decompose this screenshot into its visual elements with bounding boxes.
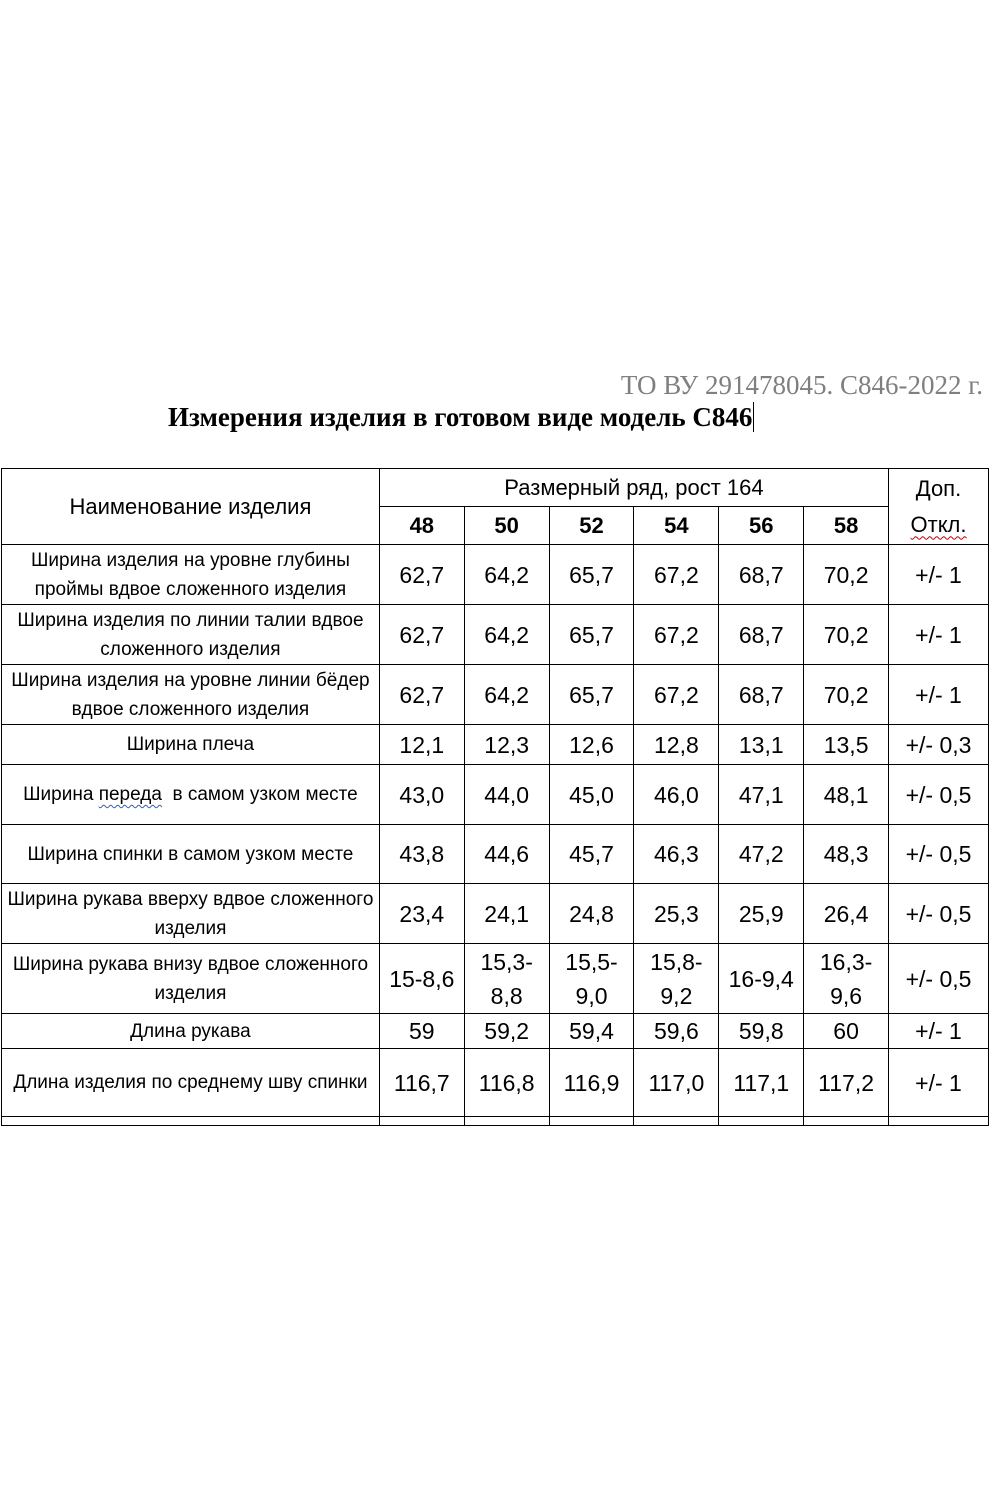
measurement-value: 64,2 [464, 605, 549, 665]
measurement-value: 64,2 [464, 545, 549, 605]
table-row [2, 825, 989, 884]
table-row [2, 665, 989, 725]
measurement-value: 15,3-8,8 [464, 944, 549, 1014]
measurement-name-part: переда [98, 784, 162, 805]
empty-cell [379, 1117, 464, 1126]
measurement-value: 68,7 [719, 605, 804, 665]
measurement-value: 116,7 [379, 1049, 464, 1117]
empty-cell [634, 1117, 719, 1126]
measurement-name-part: Ширина [23, 784, 99, 805]
tolerance-value: +/- 1 [889, 1014, 989, 1049]
document-title [168, 402, 754, 433]
tolerance-header-line2: Откл. [910, 511, 967, 537]
measurement-value: 15,8-9,2 [634, 944, 719, 1014]
measurement-value: 46,3 [634, 825, 719, 884]
document-title-text: Измерения изделия в готовом виде модель С846 [168, 402, 753, 432]
measurement-value: 43,8 [379, 825, 464, 884]
measurement-value: 16,3-9,6 [804, 944, 889, 1014]
table-row [2, 944, 989, 1014]
measurement-name [2, 765, 380, 825]
measurement-value: 70,2 [804, 665, 889, 725]
document-reference: ТО ВУ 291478045. С846-2022 г. [620, 370, 983, 400]
product-name-header: Наименование изделия [2, 469, 380, 545]
tolerance-value: +/- 0,5 [889, 825, 989, 884]
measurement-value: 16-9,4 [719, 944, 804, 1014]
measurement-name: Ширина рукава внизу вдвое сложенного изделия [2, 944, 380, 1014]
measurement-value: 47,2 [719, 825, 804, 884]
measurement-value: 26,4 [804, 884, 889, 944]
measurement-value: 13,5 [804, 725, 889, 765]
measurement-value: 48,1 [804, 765, 889, 825]
measurement-value: 44,6 [464, 825, 549, 884]
measurement-name: Длина рукава [2, 1014, 380, 1049]
measurement-value: 23,4 [379, 884, 464, 944]
empty-cell [549, 1117, 634, 1126]
table-row [2, 1049, 989, 1117]
measurement-name: Ширина изделия по линии талии вдвое сложенного изделия [2, 605, 380, 665]
measurement-value: 59,4 [549, 1014, 634, 1049]
tolerance-value: +/- 1 [889, 1049, 989, 1117]
empty-cell [804, 1117, 889, 1126]
measurement-value: 117,1 [719, 1049, 804, 1117]
measurement-value: 12,3 [464, 725, 549, 765]
measurement-value: 59,8 [719, 1014, 804, 1049]
table-row [2, 1014, 989, 1049]
table-row [2, 545, 989, 605]
measurement-value: 68,7 [719, 665, 804, 725]
measurement-value: 15-8,6 [379, 944, 464, 1014]
size-header: 58 [804, 507, 889, 545]
measurement-value: 12,8 [634, 725, 719, 765]
measurement-value: 68,7 [719, 545, 804, 605]
tolerance-value: +/- 0,3 [889, 725, 989, 765]
measurement-value: 65,7 [549, 665, 634, 725]
measurement-value: 25,9 [719, 884, 804, 944]
size-header: 52 [549, 507, 634, 545]
empty-cell [889, 1117, 989, 1126]
measurement-name-part: в самом узком месте [161, 784, 358, 805]
measurement-value: 59,2 [464, 1014, 549, 1049]
measurement-value: 62,7 [379, 545, 464, 605]
table-row [2, 725, 989, 765]
measurement-name: Длина изделия по среднему шву спинки [2, 1049, 380, 1117]
measurement-name: Ширина рукава вверху вдвое сложенного изделия [2, 884, 380, 944]
measurement-value: 48,3 [804, 825, 889, 884]
empty-cell [719, 1117, 804, 1126]
measurement-value: 67,2 [634, 545, 719, 605]
tolerance-value: +/- 0,5 [889, 884, 989, 944]
measurement-name: Ширина изделия на уровне глубины проймы вдвое сложенного изделия [2, 545, 380, 605]
measurement-value: 62,7 [379, 665, 464, 725]
measurement-value: 45,7 [549, 825, 634, 884]
measurement-value: 15,5-9,0 [549, 944, 634, 1014]
measurement-value: 116,8 [464, 1049, 549, 1117]
measurement-value: 46,0 [634, 765, 719, 825]
measurement-value: 70,2 [804, 605, 889, 665]
measurement-value: 64,2 [464, 665, 549, 725]
measurement-value: 59,6 [634, 1014, 719, 1049]
measurement-value: 45,0 [549, 765, 634, 825]
table-row [2, 765, 989, 825]
tolerance-value: +/- 1 [889, 545, 989, 605]
size-header: 48 [379, 507, 464, 545]
measurement-value: 117,2 [804, 1049, 889, 1117]
measurement-value: 44,0 [464, 765, 549, 825]
measurement-name: Ширина плеча [2, 725, 380, 765]
measurement-value: 24,8 [549, 884, 634, 944]
measurements-table [1, 468, 989, 1126]
measurement-value: 65,7 [549, 545, 634, 605]
measurement-value: 25,3 [634, 884, 719, 944]
table-row [2, 605, 989, 665]
size-header: 54 [634, 507, 719, 545]
measurement-value: 12,6 [549, 725, 634, 765]
measurement-value: 62,7 [379, 605, 464, 665]
table-row [2, 884, 989, 944]
measurement-value: 70,2 [804, 545, 889, 605]
measurement-value: 116,9 [549, 1049, 634, 1117]
tolerance-value: +/- 1 [889, 665, 989, 725]
empty-cell [2, 1117, 380, 1126]
measurement-value: 60 [804, 1014, 889, 1049]
measurement-value: 43,0 [379, 765, 464, 825]
table-row-cut-off [2, 1117, 989, 1126]
tolerance-header-line1: Доп. [915, 475, 962, 501]
measurement-value: 47,1 [719, 765, 804, 825]
size-header: 50 [464, 507, 549, 545]
measurement-value: 59 [379, 1014, 464, 1049]
measurement-value: 67,2 [634, 605, 719, 665]
measurement-name: Ширина спинки в самом узком месте [2, 825, 380, 884]
tolerance-header [889, 469, 989, 545]
measurement-value: 24,1 [464, 884, 549, 944]
tolerance-value: +/- 0,5 [889, 944, 989, 1014]
measurement-name: Ширина изделия на уровне линии бёдер вдвое сложенного изделия [2, 665, 380, 725]
measurement-value: 67,2 [634, 665, 719, 725]
tolerance-value: +/- 0,5 [889, 765, 989, 825]
measurement-value: 12,1 [379, 725, 464, 765]
size-range-header: Размерный ряд, рост 164 [379, 469, 888, 507]
measurement-value: 65,7 [549, 605, 634, 665]
measurement-value: 13,1 [719, 725, 804, 765]
measurement-value: 117,0 [634, 1049, 719, 1117]
text-cursor [753, 402, 754, 432]
tolerance-value: +/- 1 [889, 605, 989, 665]
empty-cell [464, 1117, 549, 1126]
size-header: 56 [719, 507, 804, 545]
